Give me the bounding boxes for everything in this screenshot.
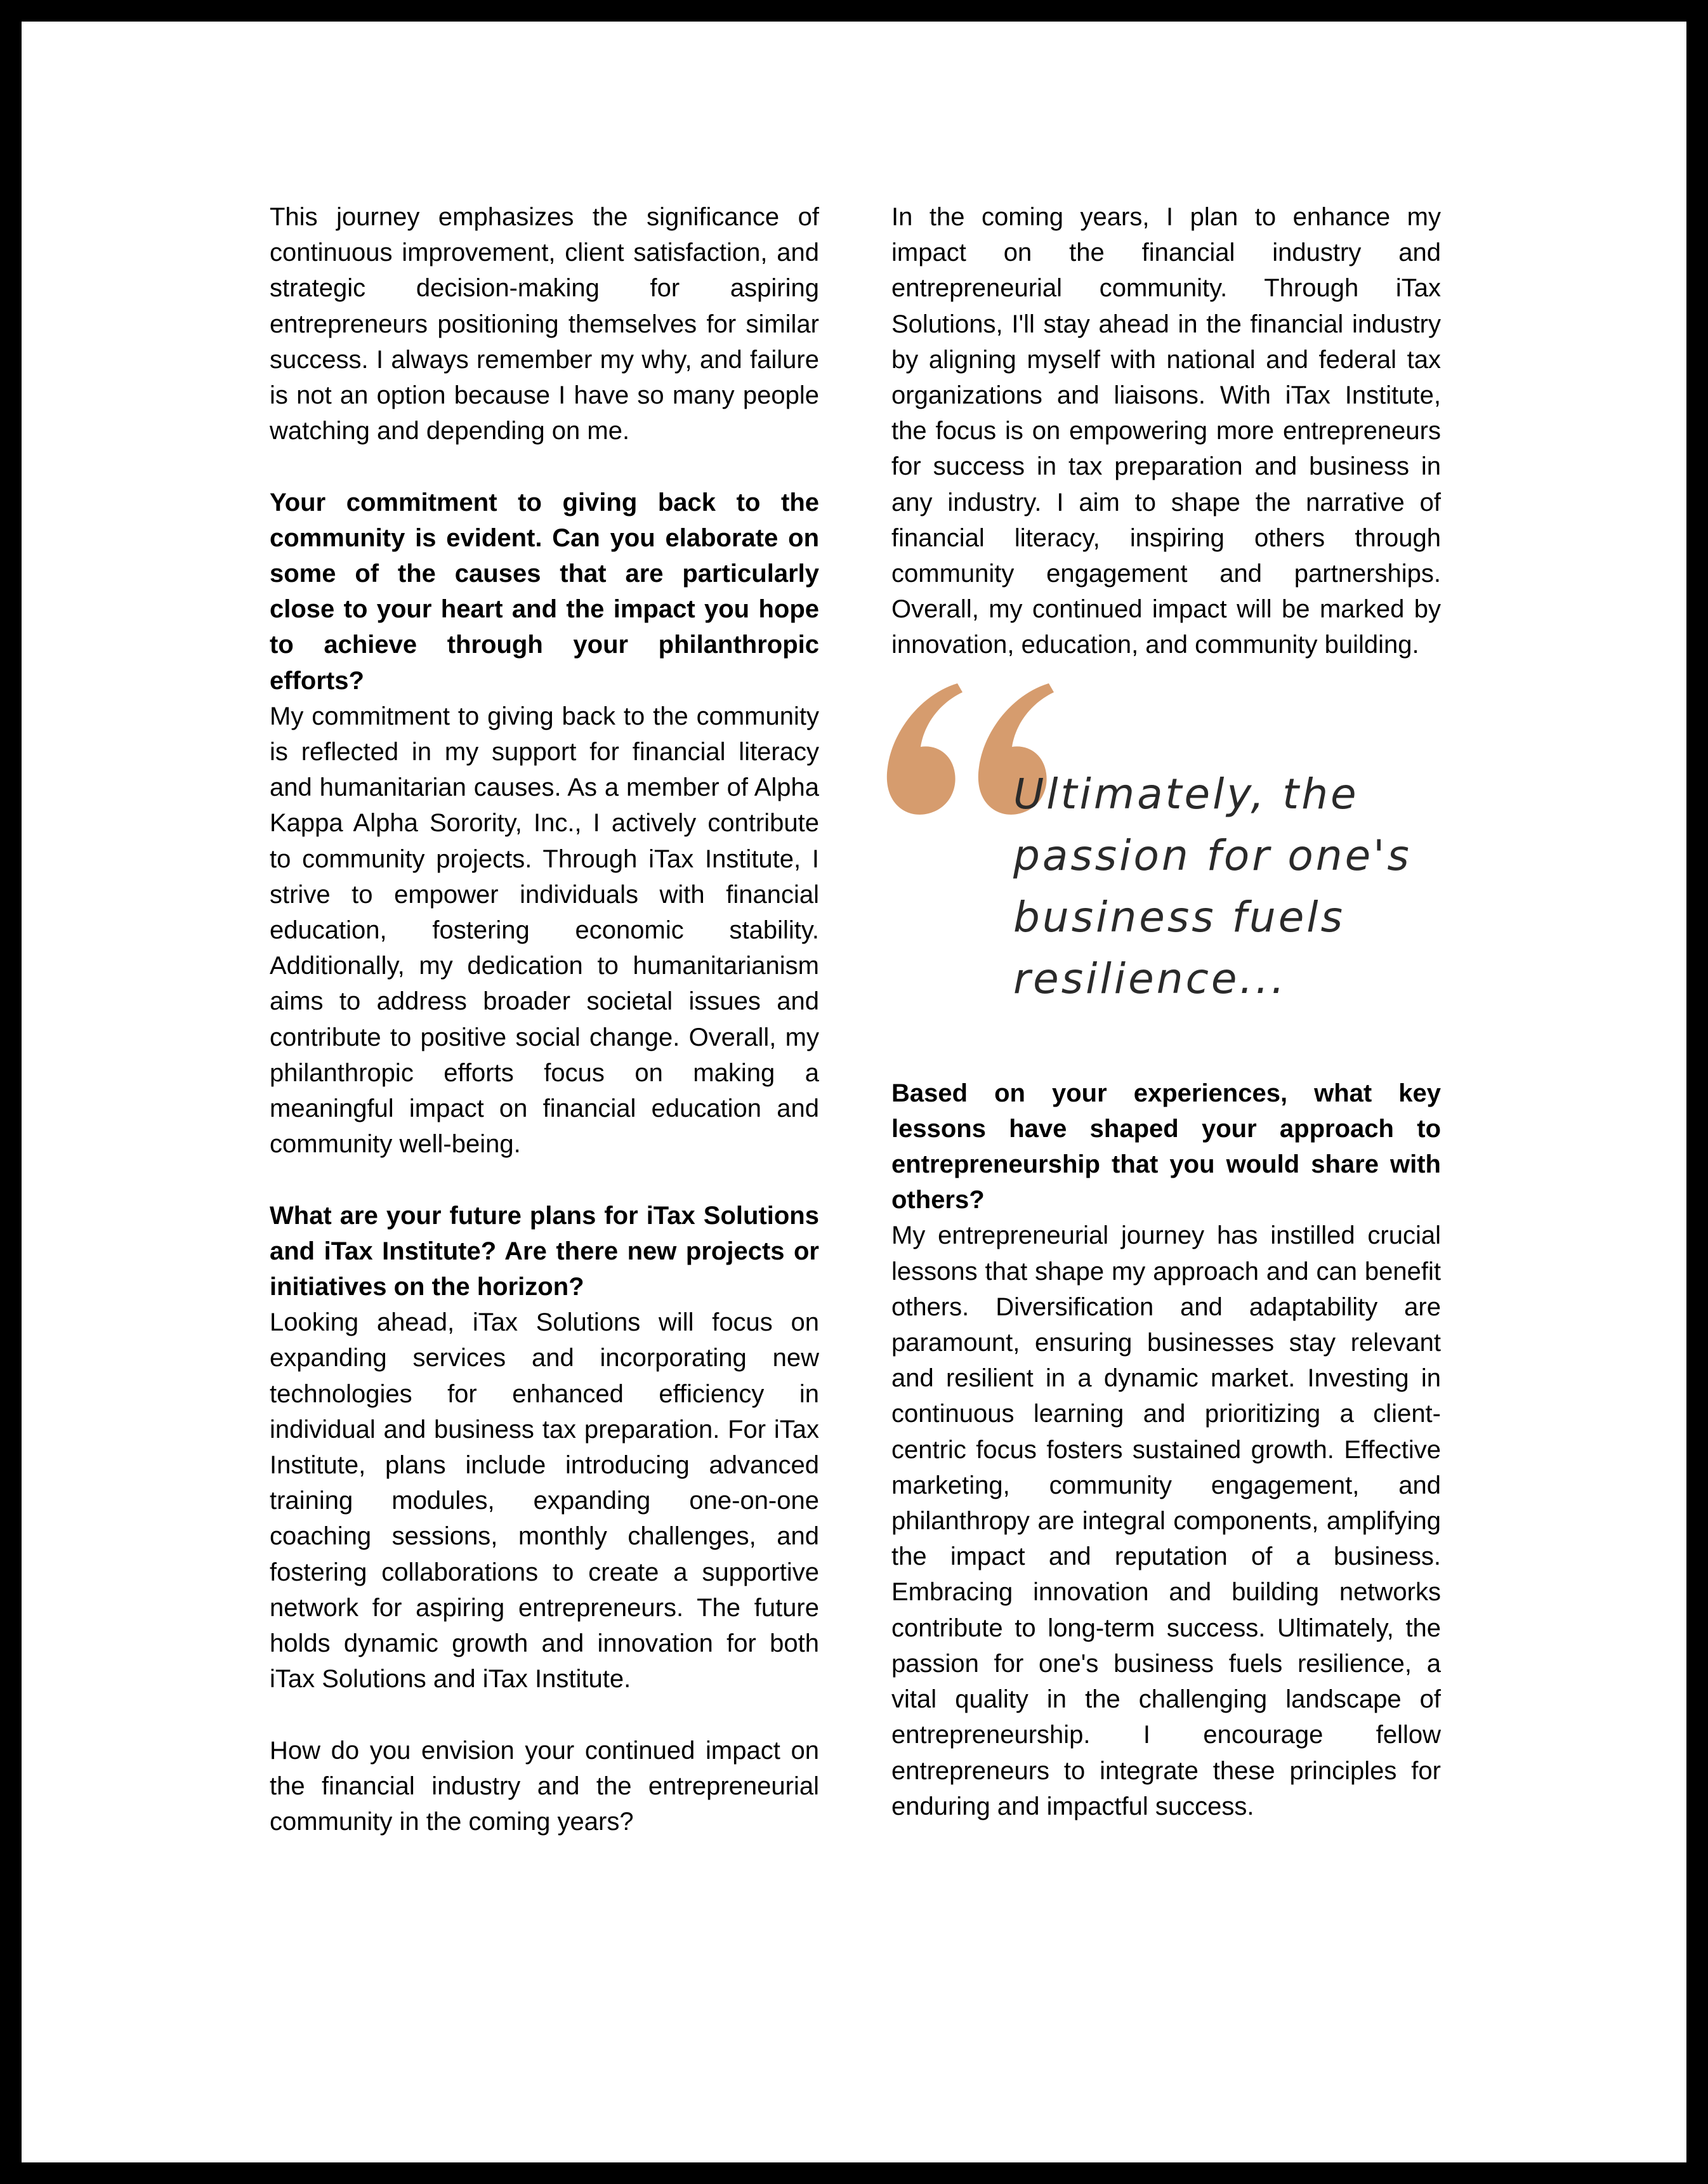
question-continued-impact: How do you envision your continued impact on the financial industry and the entrepreneurial community in the coming years? (270, 1736, 819, 1836)
answer-future-plans: Looking ahead, iTax Solutions will focus on expanding services and incorporating new technologies for enhanced efficiency in individual and business tax preparation. For iTax Institute, plans include introducing advanced training modules, expanding one-on-one coaching sessions, monthly challenges, and fostering collaborations to create a supportive network for aspiring entrepreneurs. The future holds dynamic growth and innovation for both iTax Solutions and iTax Institute. (270, 1308, 819, 1694)
answer-key-lessons: My entrepreneurial journey has instilled crucial lessons that shape my approach and can benefit others. Diversification and adaptability are paramount, ensuring businesses stay relevant and resilient in a dynamic market. Investing in continuous learning and prioritizing a client-centric focus fosters sustained growth. Effective marketing, community engagement, and philanthropy are integral components, amplifying the impact and reputation of a business. Embracing innovation and building networks contribute to long-term success. Ultimately, the passion for one's business fuels resilience, a vital quality in the challenging landscape of entrepreneurship. I encourage fellow entrepreneurs to integrate these principles for enduring and impactful success. (891, 1221, 1441, 1820)
question-philanthropy: Your commitment to giving back to the community is evident. Can you elaborate on some of the causes that are particularly close to your heart and the impact you hope to achieve through your philanthropic efforts? (270, 488, 819, 695)
pull-quote (891, 671, 1441, 1076)
answer-philanthropy: My commitment to giving back to the community is reflected in my support for financial literacy and humanitarian causes. As a member of Alpha Kappa Alpha Sorority, Inc., I actively contribute to community projects. Through iTax Institute, I strive to empower individuals with financial education, fostering economic stability. Additionally, my dedication to humanitarianism aims to address broader societal issues and contribute to positive social change. Overall, my philanthropic efforts focus on making a meaningful impact on financial education and community well-being. (270, 702, 819, 1159)
paragraph-spacer (270, 1697, 819, 1733)
intro-paragraph: This journey emphasizes the significance of continuous improvement, client satisfaction, and strategic decision-making for aspiring entrepreneurs positioning themselves for similar success. I always remember my why, and failure is not an option because I have so many people watching and depending on me. (270, 203, 819, 445)
paragraph-spacer (270, 1162, 819, 1197)
left-column (270, 199, 819, 1839)
question-future-plans: What are your future plans for iTax Solutions and iTax Institute? Are there new projects or initiatives on the horizon? (270, 1201, 819, 1301)
magazine-page (22, 22, 1686, 2162)
right-column (891, 199, 1441, 1824)
answer-continued-impact: In the coming years, I plan to enhance my impact on the financial industry and entrepreneurial community. Through iTax Solutions, I'll stay ahead in the financial industry by aligning myself with national and federal tax organizations and liaisons. With iTax Institute, the focus is on empowering more entrepreneurs for success in tax preparation and business in any industry. I aim to shape the narrative of financial literacy, inspiring others through community engagement and partnerships. Overall, my continued impact will be marked by innovation, education, and community building. (891, 203, 1441, 659)
question-key-lessons: Based on your experiences, what key lessons have shaped your approach to entrepreneurship that you would share with others? (891, 1079, 1441, 1214)
paragraph-spacer (270, 449, 819, 484)
pull-quote-text: Ultimately, the passion for one's business fuels resilience... (1013, 769, 1412, 1003)
